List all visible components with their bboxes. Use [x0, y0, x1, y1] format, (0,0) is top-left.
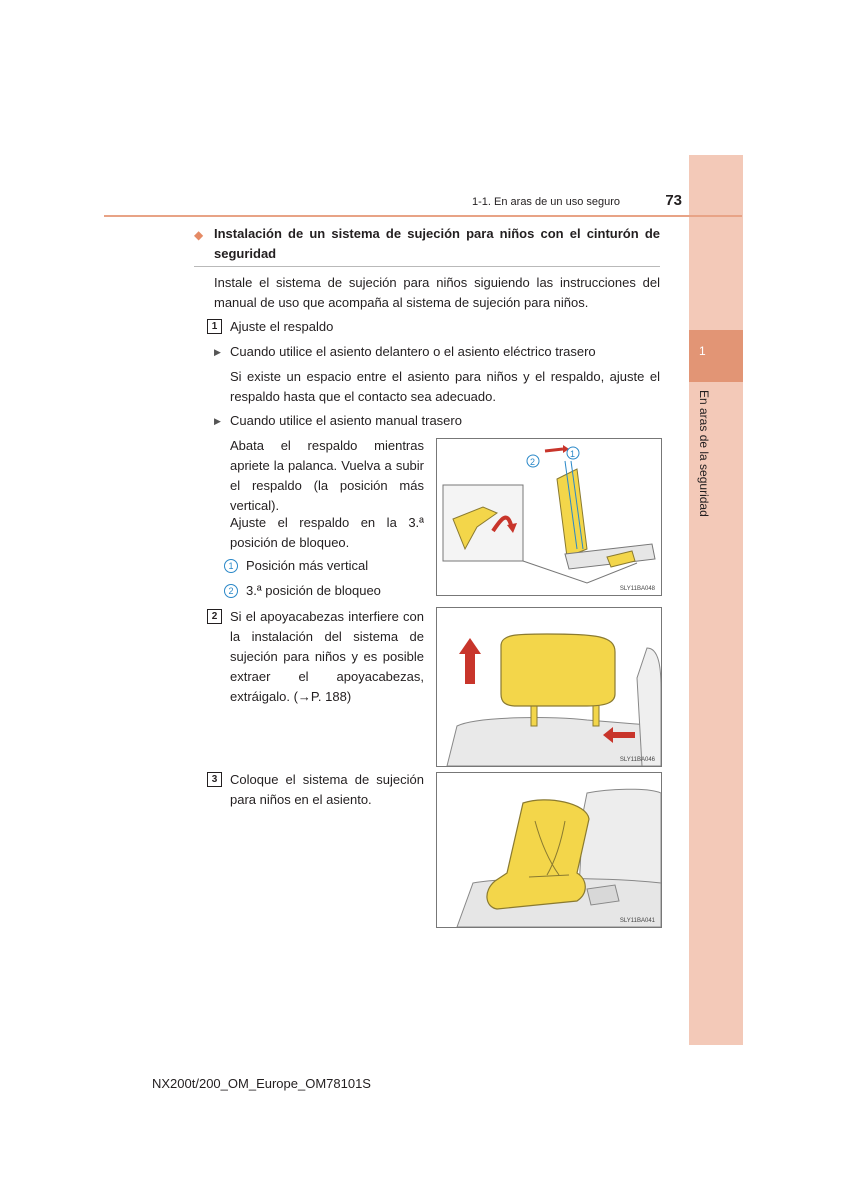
- step-text: Si el apoyacabezas interfiere con la instalación del sistema de sujeción para niños y es posible extraer el apoyacabezas, extráigalo. (→P. 188): [230, 609, 424, 704]
- child-seat-diagram: [437, 773, 661, 927]
- chapter-side-tab: [689, 155, 743, 1045]
- headrest-diagram: [437, 608, 661, 766]
- figure-code: SLY11BA048: [619, 586, 655, 592]
- figure-code: SLY11BA041: [619, 918, 655, 924]
- bullet-heading: Cuando utilice el asiento delantero o el asiento eléctrico trasero: [230, 344, 596, 359]
- header-rule: [104, 215, 742, 217]
- section-rule: [194, 266, 660, 267]
- child-seat-placement-illustration: [436, 772, 662, 928]
- chapter-number: 1: [699, 344, 706, 358]
- step-number-box: 3: [207, 772, 222, 787]
- seatback-lever-illustration: [436, 438, 662, 596]
- bullet-text: Si existe un espacio entre el asiento para niños y el respaldo, ajuste el respaldo hasta que el contacto sea adecuado.: [230, 369, 660, 404]
- bullet-text: Ajuste el respaldo en la 3.ª posición de bloqueo.: [230, 515, 424, 550]
- running-header: 1-1. En aras de un uso seguro: [472, 196, 620, 208]
- legend-text: 3.ª posición de bloqueo: [246, 583, 381, 598]
- step-number-box: 1: [207, 319, 222, 334]
- bullet-text: Abata el respaldo mientras apriete la palanca. Vuelva a subir el respaldo (la posición más vertical).: [230, 438, 424, 513]
- figure-code: SLY11BA046: [619, 757, 655, 763]
- callout-marker: 2: [224, 584, 238, 598]
- step-text: Coloque el sistema de sujeción para niños en el asiento.: [230, 772, 424, 807]
- step-number-box: 2: [207, 609, 222, 624]
- section-title: Instalación de un sistema de sujeción para niños con el cinturón de seguridad: [214, 226, 660, 261]
- seat-diagram: [437, 439, 661, 595]
- diamond-bullet-icon: ◆: [194, 228, 204, 242]
- step-title: Ajuste el respaldo: [230, 319, 334, 334]
- bullet-heading: Cuando utilice el asiento manual trasero: [230, 413, 462, 428]
- triangle-bullet-icon: ▶: [214, 416, 221, 426]
- section-intro: Instale el sistema de sujeción para niños siguiendo las instrucciones del manual de uso que acompaña al sistema de sujeción para niños.: [214, 275, 660, 310]
- chapter-number-tab: [689, 330, 743, 382]
- document-footer: NX200t/200_OM_Europe_OM78101S: [152, 1076, 371, 1091]
- page-number: 73: [665, 192, 682, 209]
- headrest-removal-illustration: [436, 607, 662, 767]
- legend-text: Posición más vertical: [246, 558, 369, 573]
- svg-text:2: 2: [530, 457, 536, 467]
- callout-marker: 1: [224, 559, 238, 573]
- svg-text:1: 1: [570, 449, 576, 459]
- triangle-bullet-icon: ▶: [214, 347, 221, 357]
- chapter-title-vertical: En aras de la seguridad: [697, 390, 711, 517]
